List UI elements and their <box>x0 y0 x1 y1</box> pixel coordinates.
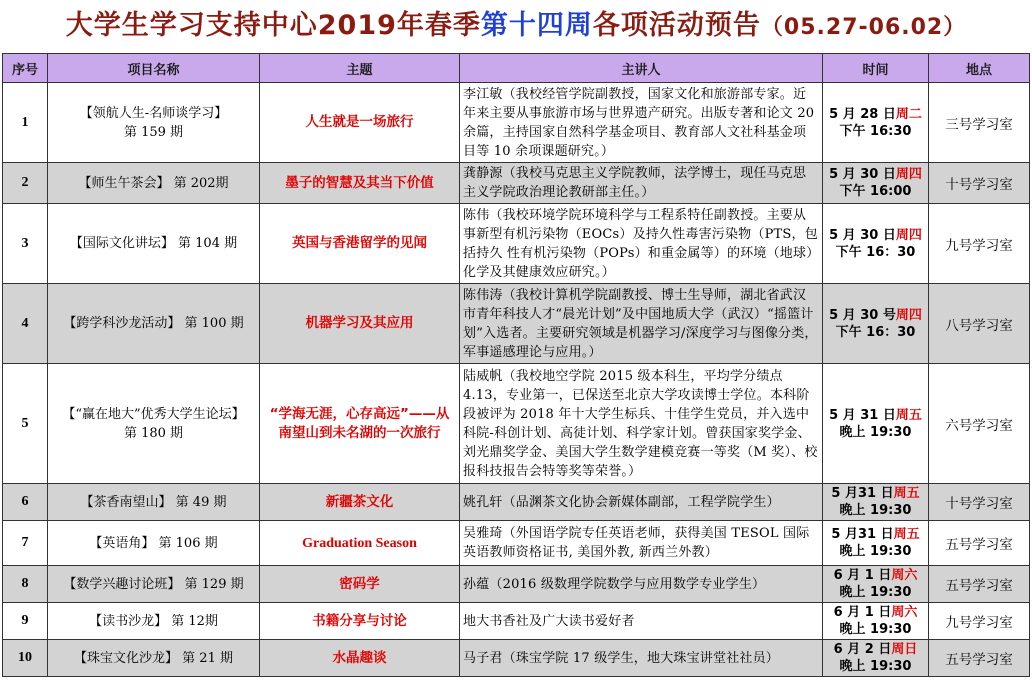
header-place: 地点 <box>929 54 1030 83</box>
row-name <box>48 566 260 603</box>
header-theme: 主题 <box>260 54 460 83</box>
program-name: 【师生午茶会】 <box>78 175 170 191</box>
table-row <box>3 83 1030 163</box>
row-theme: 水晶趣谈 <box>260 640 460 677</box>
row-index: 1 <box>3 83 48 163</box>
row-time <box>823 204 929 284</box>
event-weekday: 周五 <box>893 527 920 542</box>
row-theme: Graduation Season <box>260 521 460 566</box>
row-name <box>48 284 260 364</box>
event-date: 6 月 2 日 <box>833 642 892 657</box>
row-time <box>823 566 929 603</box>
row-theme: 英国与香港留学的见闻 <box>260 204 460 284</box>
row-speaker: 龚静源（我校马克思主义学院教师，法学博士，现任马克思主义学院政治理论教研部主任。） <box>460 163 823 204</box>
event-date: 5 月 31 日 <box>829 407 896 423</box>
row-name <box>48 83 260 163</box>
event-clock: 下午 16:00 <box>839 184 912 199</box>
table-row <box>3 284 1030 364</box>
program-issue: 第 106 期 <box>158 535 218 551</box>
event-date: 5 月 30 日 <box>829 227 896 243</box>
row-place: 三号学习室 <box>929 83 1030 163</box>
row-index: 5 <box>3 364 48 484</box>
row-place: 八号学习室 <box>929 284 1030 364</box>
row-time <box>823 284 929 364</box>
event-clock: 晚上 19:30 <box>839 622 912 637</box>
row-name <box>48 640 260 677</box>
row-name <box>48 163 260 204</box>
event-date: 6 月 1 日 <box>833 605 892 620</box>
schedule-table <box>2 53 1030 677</box>
event-clock: 下午 16：30 <box>835 324 916 340</box>
header-speaker: 主讲人 <box>460 54 823 83</box>
row-index: 4 <box>3 284 48 364</box>
event-date: 5 月 30 日 <box>829 167 896 182</box>
row-time <box>823 521 929 566</box>
row-theme: 人生就是一场旅行 <box>260 83 460 163</box>
row-speaker: 陈伟涛（我校计算机学院副教授、博士生导师，湖北省武汉市青年科技人才“晨光计划”及中国地质大学（武汉）“摇篮计划”入选者。主要研究领域是机器学习/深度学习与图像分类，军事遥感理论与应用。） <box>460 284 823 364</box>
event-weekday: 周四 <box>895 167 922 182</box>
row-time <box>823 83 929 163</box>
header-time: 时间 <box>823 54 929 83</box>
program-issue: 第 129 期 <box>184 576 244 592</box>
program-name: 【数学兴趣讨论班】 <box>63 576 181 592</box>
row-place: 九号学习室 <box>929 603 1030 640</box>
table-row <box>3 640 1030 677</box>
row-time <box>823 640 929 677</box>
row-name <box>48 603 260 640</box>
program-name: 【茶香南望山】 <box>80 494 172 510</box>
row-index: 10 <box>3 640 48 677</box>
row-time <box>823 484 929 521</box>
row-index: 8 <box>3 566 48 603</box>
row-speaker: 陈伟（我校环境学院环境科学与工程系特任副教授。主要从事新型有机污染物（EOCs）及持久性毒害污染物（PTS，包括持久 性有机污染物（POPs）和重金属等）的环境（地球）化学及其健康效应研究。） <box>460 204 823 284</box>
table-row <box>3 364 1030 484</box>
event-weekday: 周二 <box>895 106 922 122</box>
row-place: 五号学习室 <box>929 521 1030 566</box>
program-issue: 第 49 期 <box>175 494 227 510</box>
row-index: 3 <box>3 204 48 284</box>
title-week: 第十四周 <box>480 10 593 41</box>
event-weekday: 周六 <box>891 605 918 620</box>
event-weekday: 周五 <box>893 486 920 501</box>
event-clock: 下午 16:30 <box>839 123 912 139</box>
table-row <box>3 521 1030 566</box>
row-time <box>823 603 929 640</box>
row-time <box>823 364 929 484</box>
event-clock: 晚上 19:30 <box>839 424 912 440</box>
event-weekday: 周四 <box>895 307 922 323</box>
program-name: 【读书沙龙】 <box>89 613 168 629</box>
header-row <box>3 54 1030 83</box>
row-theme: 墨子的智慧及其当下价值 <box>260 163 460 204</box>
program-name: 【领航人生-名师谈学习】 <box>79 105 228 121</box>
row-name <box>48 521 260 566</box>
row-name <box>48 204 260 284</box>
row-index: 7 <box>3 521 48 566</box>
table-row <box>3 566 1030 603</box>
event-date: 5 月 30 号 <box>829 307 896 323</box>
event-date: 5 月 28 日 <box>829 106 896 122</box>
row-speaker: 吴雅琦（外国语学院专任英语老师，获得美国 TESOL 国际英语教师资格证书, 美国外教, 新西兰外教） <box>460 521 823 566</box>
event-clock: 晚上 19:30 <box>839 585 912 600</box>
program-name: 【跨学科沙龙活动】 <box>63 316 181 331</box>
row-theme: 密码学 <box>260 566 460 603</box>
row-theme: 新疆茶文化 <box>260 484 460 521</box>
title-date-range: （05.27-06.02） <box>760 15 967 40</box>
row-place: 十号学习室 <box>929 484 1030 521</box>
program-name: 【国际文化讲坛】 <box>69 236 174 251</box>
title-suffix: 各项活动预告 <box>592 10 761 41</box>
header-name: 项目名称 <box>48 54 260 83</box>
event-weekday: 周五 <box>895 407 922 423</box>
program-issue: 第 180 期 <box>123 425 184 441</box>
row-speaker: 姚孔轩（品渊茶文化协会新媒体副部，工程学院学生） <box>460 484 823 521</box>
row-place: 五号学习室 <box>929 640 1030 677</box>
program-name: 【珠宝文化沙龙】 <box>74 650 179 666</box>
row-index: 6 <box>3 484 48 521</box>
row-theme: 机器学习及其应用 <box>260 284 460 364</box>
row-name <box>48 484 260 521</box>
program-issue: 第 202期 <box>173 175 229 191</box>
event-clock: 下午 16：30 <box>835 244 916 260</box>
title-main: 大学生学习支持中心2019年春季 <box>65 10 481 41</box>
row-index: 2 <box>3 163 48 204</box>
row-place: 九号学习室 <box>929 204 1030 284</box>
header-index: 序号 <box>3 54 48 83</box>
row-speaker: 马子君（珠宝学院 17 级学生，地大珠宝讲堂社社员） <box>460 640 823 677</box>
row-speaker: 孙蕴（2016 级数理学院数学与应用数学专业学生） <box>460 566 823 603</box>
event-clock: 晚上 19:30 <box>839 659 912 674</box>
program-issue: 第 104 期 <box>178 236 238 251</box>
event-weekday: 周四 <box>895 227 922 243</box>
event-weekday: 周日 <box>891 642 918 657</box>
row-speaker: 地大书香社及广大读书爱好者 <box>460 603 823 640</box>
row-index: 9 <box>3 603 48 640</box>
program-issue: 第 21 期 <box>182 650 233 666</box>
row-theme: “学海无涯，心存高远”——从南望山到未名湖的一次旅行 <box>260 364 460 484</box>
page-title <box>0 4 1032 48</box>
table-row <box>3 484 1030 521</box>
table-row <box>3 204 1030 284</box>
program-issue: 第 12期 <box>171 613 218 629</box>
row-speaker: 陆威帆（我校地空学院 2015 级本科生，平均学分绩点 4.13，专业第一，已保送至北京大学攻读博士学位。本科阶段被评为 2018 年十大学生标兵、十佳学生党员，并入选中科院-科创计划、高徒计划、科学家计划。曾获国家奖学金、刘光鼎奖学金、美国大学生数学建模竞赛一等奖（M 奖）、校报科技报告会特等奖等荣誉。） <box>460 364 823 484</box>
row-name <box>48 364 260 484</box>
table-row <box>3 603 1030 640</box>
program-name: 【“赢在地大”优秀大学生论坛】 <box>62 406 245 422</box>
row-place: 六号学习室 <box>929 364 1030 484</box>
table-row <box>3 163 1030 204</box>
event-clock: 晚上 19:30 <box>839 544 912 559</box>
program-issue: 第 159 期 <box>123 124 184 140</box>
event-clock: 晚上 19:30 <box>839 503 912 518</box>
event-date: 5 月31 日 <box>831 527 894 542</box>
row-time <box>823 163 929 204</box>
event-weekday: 周六 <box>891 568 918 583</box>
program-name: 【英语角】 <box>89 535 155 551</box>
row-place: 五号学习室 <box>929 566 1030 603</box>
row-theme: 书籍分享与讨论 <box>260 603 460 640</box>
event-date: 6 月 1 日 <box>833 568 892 583</box>
row-speaker: 李江敏（我校经管学院副教授，国家文化和旅游部专家。近年来主要从事旅游市场与世界遗产研究。出版专著和论文 20 余篇，主持国家自然科学基金项目、教育部人文社科基金项目等 10 余项课题研究。） <box>460 83 823 163</box>
event-date: 5 月31 日 <box>831 486 894 501</box>
program-issue: 第 100 期 <box>184 316 244 331</box>
row-place: 十号学习室 <box>929 163 1030 204</box>
